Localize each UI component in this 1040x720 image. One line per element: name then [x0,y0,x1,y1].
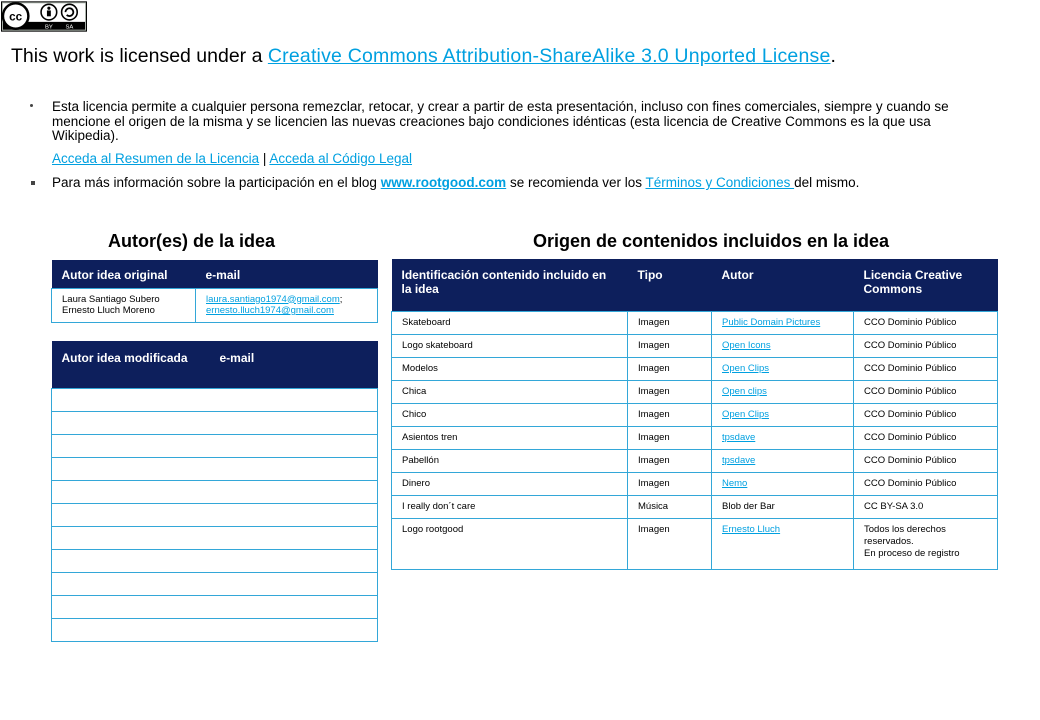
table-row [52,388,378,411]
license-info [36,100,986,191]
license-summary-link[interactable]: Acceda al Resumen de la Licencia [52,150,260,166]
blog-text-after: del mismo. [794,175,860,190]
content-cell: Chica [392,380,628,403]
origin-heading: Origen de contenidos incluidos en la idea [533,231,890,251]
license-cell: CCO Dominio Público [854,357,998,380]
content-origin-table [391,259,998,570]
author-link[interactable]: Ernesto Lluch [722,523,781,535]
content-cell: Chico [392,403,628,426]
table-row [392,380,998,403]
table-row [52,526,378,549]
col-header-modified-author: Autor idea modificada [52,341,210,388]
modified-authors-table [51,341,378,642]
email-separator: ; [339,293,343,305]
table-row [52,549,378,572]
empty-cell[interactable] [52,618,378,641]
license-cell: CCO Dominio Público [854,472,998,495]
author-link[interactable]: Open Clips [722,362,769,374]
author-link[interactable]: Open clips [722,385,767,397]
license-prefix: This work is licensed under a [11,45,268,67]
type-cell: Música [628,495,712,518]
cc-by-sa-badge[interactable] [1,1,87,32]
author-cell [712,357,854,380]
table-row [392,403,998,426]
license-links [36,152,986,167]
type-cell: Imagen [628,449,712,472]
bullet-square-icon [31,181,35,185]
legal-code-link[interactable]: Acceda al Código Legal [269,150,412,166]
blog-link[interactable]: www.rootgood.com [380,175,507,190]
content-cell: Logo skateboard [392,334,628,357]
table-row [392,334,998,357]
author-name: Ernesto Lluch Moreno [62,305,155,316]
license-statement [11,45,836,68]
empty-cell[interactable] [52,503,378,526]
author-link[interactable]: tpsdave [722,454,756,466]
author-cell [712,311,854,334]
empty-cell[interactable] [52,388,378,411]
col-header-email: e-mail [196,260,378,288]
author-emails-cell [196,288,378,322]
license-cell: CCO Dominio Público [854,311,998,334]
email-link[interactable]: ernesto.lluch1974@gmail.com [206,305,334,316]
table-row [52,457,378,480]
table-header-row [52,260,378,288]
type-cell: Imagen [628,357,712,380]
col-header-type: Tipo [628,259,712,311]
author-cell [712,472,854,495]
type-cell: Imagen [628,518,712,569]
table-row [52,411,378,434]
content-cell: Modelos [392,357,628,380]
table-row [392,472,998,495]
license-cell: CCO Dominio Público [854,334,998,357]
sa-text: SA [65,24,74,31]
authors-heading: Autor(es) de la idea [108,231,276,251]
license-cell: CC BY-SA 3.0 [854,495,998,518]
table-header-row [392,259,998,311]
license-cell: CCO Dominio Público [854,426,998,449]
table-row [52,480,378,503]
content-cell: Skateboard [392,311,628,334]
col-header-author: Autor [712,259,854,311]
empty-cell[interactable] [52,526,378,549]
type-cell: Imagen [628,311,712,334]
origin-rows [392,311,998,569]
author-link[interactable]: Open Icons [722,339,771,351]
author-link[interactable]: tpsdave [722,431,756,443]
table-row [52,434,378,457]
content-cell: I really don´t care [392,495,628,518]
table-row [392,495,998,518]
email-link[interactable]: laura.santiago1974@gmail.com [206,293,340,305]
author-cell [712,426,854,449]
author-cell [712,449,854,472]
author-names-cell [52,288,196,322]
author-name: Laura Santiago Subero [62,293,160,305]
terms-link[interactable]: Términos y Condiciones [645,175,795,190]
bullet-license-description [36,100,986,144]
table-row [52,288,378,322]
col-header-content: Identificación contenido incluido en la idea [392,259,628,311]
col-header-license: Licencia Creative Commons [854,259,998,311]
blog-text-before: Para más información sobre la participación en el blog [52,175,381,190]
type-cell: Imagen [628,472,712,495]
type-cell: Imagen [628,334,712,357]
content-cell: Logo rootgood [392,518,628,569]
table-header-row [52,341,378,388]
author-cell [712,334,854,357]
empty-cell[interactable] [52,457,378,480]
license-description: Esta licencia permite a cualquier persona remezclar, retocar, y crear a partir de esta presentación, incluso con fines comerciales, siempre y cuando se mencione el origen de la misma y se licencien las nuevas creaciones bajo condiciones idénticas (esta licencia de Creative Commons es la que usa Wikipedia). [52,99,949,143]
original-authors-table [51,260,378,323]
author-cell [712,518,854,569]
author-cell: Blob der Bar [712,495,854,518]
empty-cell[interactable] [52,595,378,618]
bullet-blog-info [36,176,986,191]
table-row [392,426,998,449]
table-row [392,311,998,334]
license-cell: CCO Dominio Público [854,403,998,426]
empty-cell[interactable] [52,480,378,503]
links-separator: | [259,150,270,166]
author-link[interactable]: Public Domain Pictures [722,316,821,328]
by-text: BY [44,24,53,31]
author-link[interactable]: Open Clips [722,408,769,420]
license-cell: CCO Dominio Público [854,380,998,403]
author-cell [712,403,854,426]
table-row [392,449,998,472]
type-cell: Imagen [628,380,712,403]
table-row [52,595,378,618]
content-cell: Asientos tren [392,426,628,449]
type-cell: Imagen [628,426,712,449]
type-cell: Imagen [628,403,712,426]
blog-text-middle: se recomienda ver los [506,175,646,190]
table-row [52,572,378,595]
bullet-dot-icon [30,104,33,107]
empty-cell[interactable] [52,411,378,434]
content-cell: Pabellón [392,449,628,472]
author-cell [712,380,854,403]
table-row [392,357,998,380]
license-cell: CCO Dominio Público [854,449,998,472]
table-row [52,503,378,526]
col-header-email: e-mail [210,341,378,388]
cc-logo-text: cc [9,10,23,24]
license-suffix: . [830,45,836,67]
author-link[interactable]: Nemo [722,477,748,489]
license-link[interactable]: Creative Commons Attribution-ShareAlike 3.0 Unported License [267,45,831,67]
empty-cell[interactable] [52,572,378,595]
empty-cell[interactable] [52,549,378,572]
empty-cell[interactable] [52,434,378,457]
table-row [392,518,998,569]
col-header-original-author: Autor idea original [52,260,196,288]
table-row [52,618,378,641]
license-cell: Todos los derechos reservados. En proceso de registro [854,518,998,569]
content-cell: Dinero [392,472,628,495]
